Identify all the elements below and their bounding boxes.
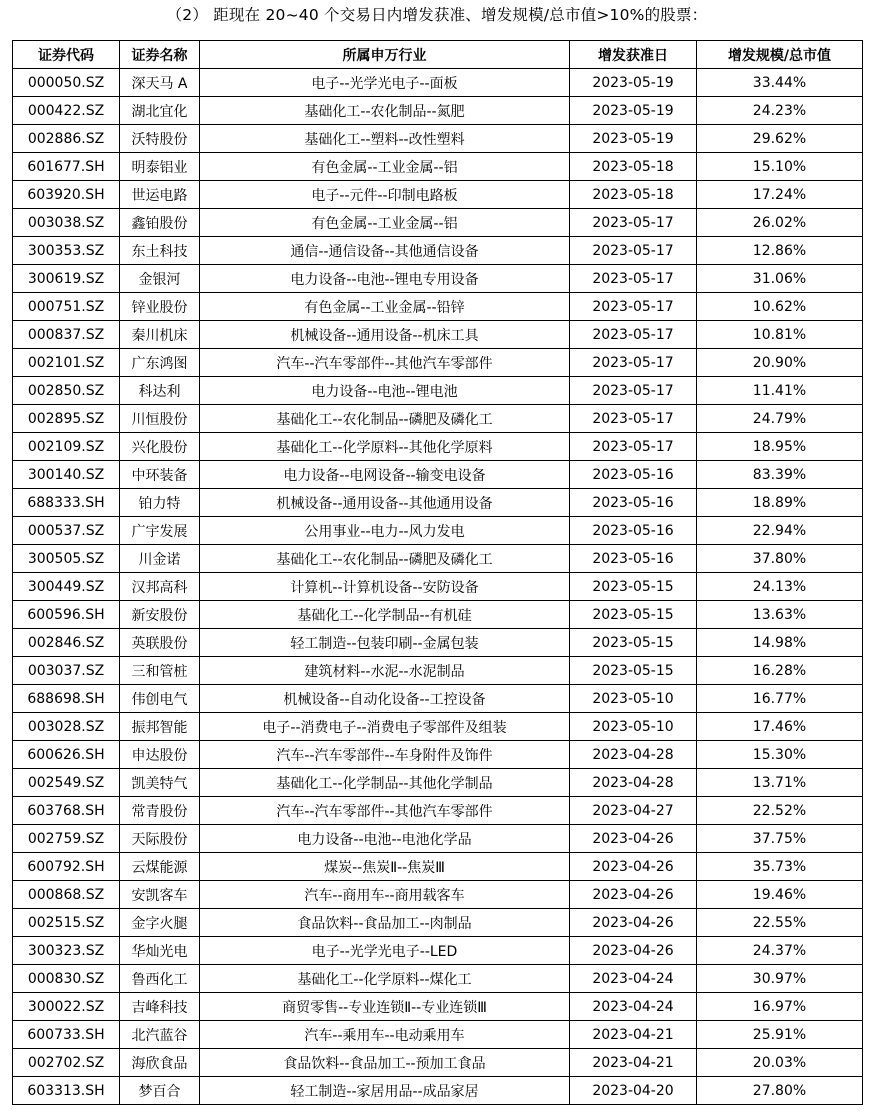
security-code-cell: 688698.SH xyxy=(13,685,120,713)
issue-ratio-cell: 31.06% xyxy=(697,265,863,293)
table-row xyxy=(13,181,863,209)
table-caption xyxy=(0,4,874,26)
industry-cell: 基础化工--农化制品--氮肥 xyxy=(200,97,570,125)
industry-cell: 电子--元件--印制电路板 xyxy=(200,181,570,209)
approval-date-cell: 2023-05-17 xyxy=(570,405,697,433)
issue-ratio-cell: 18.95% xyxy=(697,433,863,461)
industry-cell: 电子--光学光电子--面板 xyxy=(200,69,570,97)
issue-ratio-cell: 13.71% xyxy=(697,769,863,797)
security-code-cell: 600596.SH xyxy=(13,601,120,629)
header-security-code: 证券代码 xyxy=(13,41,120,69)
table-row xyxy=(13,685,863,713)
stock-table xyxy=(12,40,863,1105)
security-name-cell: 鲁西化工 xyxy=(120,965,200,993)
approval-date-cell: 2023-04-28 xyxy=(570,741,697,769)
header-industry: 所属申万行业 xyxy=(200,41,570,69)
industry-cell: 机械设备--自动化设备--工控设备 xyxy=(200,685,570,713)
approval-date-cell: 2023-05-17 xyxy=(570,433,697,461)
table-row xyxy=(13,1077,863,1105)
security-name-cell: 海欣食品 xyxy=(120,1049,200,1077)
issue-ratio-cell: 24.37% xyxy=(697,937,863,965)
security-name-cell: 深天马 A xyxy=(120,69,200,97)
security-name-cell: 英联股份 xyxy=(120,629,200,657)
approval-date-cell: 2023-05-19 xyxy=(570,125,697,153)
security-code-cell: 000868.SZ xyxy=(13,881,120,909)
security-code-cell: 600626.SH xyxy=(13,741,120,769)
issue-ratio-cell: 33.44% xyxy=(697,69,863,97)
security-name-cell: 振邦智能 xyxy=(120,713,200,741)
security-code-cell: 688333.SH xyxy=(13,489,120,517)
security-name-cell: 秦川机床 xyxy=(120,321,200,349)
security-name-cell: 兴化股份 xyxy=(120,433,200,461)
security-name-cell: 中环装备 xyxy=(120,461,200,489)
security-name-cell: 吉峰科技 xyxy=(120,993,200,1021)
table-row xyxy=(13,657,863,685)
table-row xyxy=(13,489,863,517)
issue-ratio-cell: 22.52% xyxy=(697,797,863,825)
industry-cell: 基础化工--化学原料--其他化学原料 xyxy=(200,433,570,461)
security-code-cell: 600733.SH xyxy=(13,1021,120,1049)
industry-cell: 电子--光学光电子--LED xyxy=(200,937,570,965)
security-code-cell: 603768.SH xyxy=(13,797,120,825)
issue-ratio-cell: 22.94% xyxy=(697,517,863,545)
approval-date-cell: 2023-05-15 xyxy=(570,629,697,657)
approval-date-cell: 2023-04-26 xyxy=(570,937,697,965)
security-name-cell: 天际股份 xyxy=(120,825,200,853)
approval-date-cell: 2023-05-16 xyxy=(570,545,697,573)
table-row xyxy=(13,377,863,405)
security-code-cell: 002895.SZ xyxy=(13,405,120,433)
table-row xyxy=(13,769,863,797)
issue-ratio-cell: 20.90% xyxy=(697,349,863,377)
table-row xyxy=(13,629,863,657)
issue-ratio-cell: 15.10% xyxy=(697,153,863,181)
industry-cell: 有色金属--工业金属--铝 xyxy=(200,209,570,237)
approval-date-cell: 2023-05-17 xyxy=(570,293,697,321)
approval-date-cell: 2023-05-17 xyxy=(570,237,697,265)
header-approval-date: 增发获准日 xyxy=(570,41,697,69)
issue-ratio-cell: 22.55% xyxy=(697,909,863,937)
table-row xyxy=(13,265,863,293)
approval-date-cell: 2023-05-16 xyxy=(570,489,697,517)
industry-cell: 通信--通信设备--其他通信设备 xyxy=(200,237,570,265)
industry-cell: 基础化工--化学原料--煤化工 xyxy=(200,965,570,993)
industry-cell: 汽车--汽车零部件--其他汽车零部件 xyxy=(200,349,570,377)
security-name-cell: 锌业股份 xyxy=(120,293,200,321)
security-name-cell: 凯美特气 xyxy=(120,769,200,797)
security-name-cell: 申达股份 xyxy=(120,741,200,769)
approval-date-cell: 2023-04-28 xyxy=(570,769,697,797)
caption-text: 距现在 20~40 个交易日内增发获准、增发规模/总市值>10%的股票： xyxy=(213,6,708,24)
table-row xyxy=(13,965,863,993)
issue-ratio-cell: 25.91% xyxy=(697,1021,863,1049)
security-code-cell: 300323.SZ xyxy=(13,937,120,965)
issue-ratio-cell: 14.98% xyxy=(697,629,863,657)
industry-cell: 公用事业--电力--风力发电 xyxy=(200,517,570,545)
security-code-cell: 300619.SZ xyxy=(13,265,120,293)
industry-cell: 机械设备--通用设备--机床工具 xyxy=(200,321,570,349)
security-code-cell: 002101.SZ xyxy=(13,349,120,377)
security-code-cell: 300140.SZ xyxy=(13,461,120,489)
issue-ratio-cell: 24.13% xyxy=(697,573,863,601)
security-name-cell: 川金诺 xyxy=(120,545,200,573)
security-name-cell: 北汽蓝谷 xyxy=(120,1021,200,1049)
industry-cell: 汽车--乘用车--电动乘用车 xyxy=(200,1021,570,1049)
table-row xyxy=(13,125,863,153)
industry-cell: 汽车--汽车零部件--其他汽车零部件 xyxy=(200,797,570,825)
caption-index: （2） xyxy=(166,6,209,24)
table-row xyxy=(13,153,863,181)
security-name-cell: 川恒股份 xyxy=(120,405,200,433)
approval-date-cell: 2023-04-26 xyxy=(570,853,697,881)
security-code-cell: 300449.SZ xyxy=(13,573,120,601)
security-code-cell: 300353.SZ xyxy=(13,237,120,265)
security-code-cell: 003037.SZ xyxy=(13,657,120,685)
table-row xyxy=(13,349,863,377)
table-row xyxy=(13,573,863,601)
table-row xyxy=(13,1021,863,1049)
security-name-cell: 铂力特 xyxy=(120,489,200,517)
security-code-cell: 600792.SH xyxy=(13,853,120,881)
approval-date-cell: 2023-05-15 xyxy=(570,601,697,629)
security-name-cell: 沃特股份 xyxy=(120,125,200,153)
table-header-row xyxy=(13,41,863,69)
security-name-cell: 新安股份 xyxy=(120,601,200,629)
table-row xyxy=(13,993,863,1021)
table-row xyxy=(13,461,863,489)
issue-ratio-cell: 26.02% xyxy=(697,209,863,237)
security-code-cell: 300505.SZ xyxy=(13,545,120,573)
industry-cell: 食品饮料--食品加工--肉制品 xyxy=(200,909,570,937)
industry-cell: 电力设备--电池--锂电池 xyxy=(200,377,570,405)
issue-ratio-cell: 24.79% xyxy=(697,405,863,433)
approval-date-cell: 2023-05-18 xyxy=(570,153,697,181)
issue-ratio-cell: 37.80% xyxy=(697,545,863,573)
industry-cell: 电力设备--电网设备--输变电设备 xyxy=(200,461,570,489)
industry-cell: 汽车--商用车--商用载客车 xyxy=(200,881,570,909)
security-name-cell: 明泰铝业 xyxy=(120,153,200,181)
header-security-name: 证券名称 xyxy=(120,41,200,69)
table-row xyxy=(13,69,863,97)
issue-ratio-cell: 27.80% xyxy=(697,1077,863,1105)
security-code-cell: 002109.SZ xyxy=(13,433,120,461)
table-row xyxy=(13,517,863,545)
security-name-cell: 云煤能源 xyxy=(120,853,200,881)
security-code-cell: 003038.SZ xyxy=(13,209,120,237)
security-code-cell: 000837.SZ xyxy=(13,321,120,349)
industry-cell: 电力设备--电池--电池化学品 xyxy=(200,825,570,853)
industry-cell: 建筑材料--水泥--水泥制品 xyxy=(200,657,570,685)
industry-cell: 基础化工--农化制品--磷肥及磷化工 xyxy=(200,545,570,573)
industry-cell: 食品饮料--食品加工--预加工食品 xyxy=(200,1049,570,1077)
approval-date-cell: 2023-04-26 xyxy=(570,909,697,937)
industry-cell: 基础化工--化学制品--其他化学制品 xyxy=(200,769,570,797)
approval-date-cell: 2023-05-19 xyxy=(570,97,697,125)
security-name-cell: 东土科技 xyxy=(120,237,200,265)
table-row xyxy=(13,1049,863,1077)
approval-date-cell: 2023-05-15 xyxy=(570,657,697,685)
security-name-cell: 广东鸿图 xyxy=(120,349,200,377)
approval-date-cell: 2023-05-10 xyxy=(570,713,697,741)
issue-ratio-cell: 29.62% xyxy=(697,125,863,153)
security-code-cell: 601677.SH xyxy=(13,153,120,181)
table-row xyxy=(13,825,863,853)
security-code-cell: 300022.SZ xyxy=(13,993,120,1021)
table-row xyxy=(13,209,863,237)
security-name-cell: 世运电路 xyxy=(120,181,200,209)
table-row xyxy=(13,97,863,125)
issue-ratio-cell: 19.46% xyxy=(697,881,863,909)
industry-cell: 轻工制造--家居用品--成品家居 xyxy=(200,1077,570,1105)
table-row xyxy=(13,405,863,433)
header-issue-ratio: 增发规模/总市值 xyxy=(697,41,863,69)
approval-date-cell: 2023-04-21 xyxy=(570,1021,697,1049)
security-code-cell: 000537.SZ xyxy=(13,517,120,545)
security-code-cell: 002515.SZ xyxy=(13,909,120,937)
issue-ratio-cell: 10.81% xyxy=(697,321,863,349)
industry-cell: 有色金属--工业金属--铝 xyxy=(200,153,570,181)
issue-ratio-cell: 20.03% xyxy=(697,1049,863,1077)
industry-cell: 汽车--汽车零部件--车身附件及饰件 xyxy=(200,741,570,769)
security-code-cell: 002846.SZ xyxy=(13,629,120,657)
table-row xyxy=(13,545,863,573)
security-name-cell: 金字火腿 xyxy=(120,909,200,937)
issue-ratio-cell: 30.97% xyxy=(697,965,863,993)
issue-ratio-cell: 15.30% xyxy=(697,741,863,769)
table-row xyxy=(13,909,863,937)
issue-ratio-cell: 83.39% xyxy=(697,461,863,489)
industry-cell: 计算机--计算机设备--安防设备 xyxy=(200,573,570,601)
security-name-cell: 广宇发展 xyxy=(120,517,200,545)
issue-ratio-cell: 35.73% xyxy=(697,853,863,881)
approval-date-cell: 2023-05-17 xyxy=(570,349,697,377)
security-code-cell: 000050.SZ xyxy=(13,69,120,97)
security-name-cell: 常青股份 xyxy=(120,797,200,825)
security-code-cell: 003028.SZ xyxy=(13,713,120,741)
security-name-cell: 汉邦高科 xyxy=(120,573,200,601)
approval-date-cell: 2023-05-15 xyxy=(570,573,697,601)
security-name-cell: 科达利 xyxy=(120,377,200,405)
approval-date-cell: 2023-05-16 xyxy=(570,517,697,545)
industry-cell: 基础化工--农化制品--磷肥及磷化工 xyxy=(200,405,570,433)
approval-date-cell: 2023-05-17 xyxy=(570,265,697,293)
approval-date-cell: 2023-04-24 xyxy=(570,993,697,1021)
table-row xyxy=(13,433,863,461)
issue-ratio-cell: 10.62% xyxy=(697,293,863,321)
approval-date-cell: 2023-04-27 xyxy=(570,797,697,825)
industry-cell: 煤炭--焦炭Ⅱ--焦炭Ⅲ xyxy=(200,853,570,881)
table-row xyxy=(13,321,863,349)
issue-ratio-cell: 18.89% xyxy=(697,489,863,517)
table-row xyxy=(13,601,863,629)
security-code-cell: 002759.SZ xyxy=(13,825,120,853)
issue-ratio-cell: 13.63% xyxy=(697,601,863,629)
industry-cell: 有色金属--工业金属--铅锌 xyxy=(200,293,570,321)
security-code-cell: 002549.SZ xyxy=(13,769,120,797)
security-name-cell: 三和管桩 xyxy=(120,657,200,685)
approval-date-cell: 2023-05-17 xyxy=(570,209,697,237)
issue-ratio-cell: 24.23% xyxy=(697,97,863,125)
security-name-cell: 安凯客车 xyxy=(120,881,200,909)
industry-cell: 电子--消费电子--消费电子零部件及组装 xyxy=(200,713,570,741)
approval-date-cell: 2023-05-17 xyxy=(570,377,697,405)
industry-cell: 基础化工--塑料--改性塑料 xyxy=(200,125,570,153)
issue-ratio-cell: 16.28% xyxy=(697,657,863,685)
approval-date-cell: 2023-05-19 xyxy=(570,69,697,97)
security-code-cell: 000830.SZ xyxy=(13,965,120,993)
industry-cell: 轻工制造--包装印刷--金属包装 xyxy=(200,629,570,657)
issue-ratio-cell: 16.77% xyxy=(697,685,863,713)
table-row xyxy=(13,853,863,881)
approval-date-cell: 2023-05-17 xyxy=(570,321,697,349)
table-row xyxy=(13,741,863,769)
approval-date-cell: 2023-05-18 xyxy=(570,181,697,209)
security-code-cell: 603920.SH xyxy=(13,181,120,209)
security-code-cell: 603313.SH xyxy=(13,1077,120,1105)
issue-ratio-cell: 12.86% xyxy=(697,237,863,265)
security-code-cell: 000751.SZ xyxy=(13,293,120,321)
issue-ratio-cell: 16.97% xyxy=(697,993,863,1021)
approval-date-cell: 2023-04-20 xyxy=(570,1077,697,1105)
security-name-cell: 鑫铂股份 xyxy=(120,209,200,237)
approval-date-cell: 2023-04-26 xyxy=(570,881,697,909)
security-code-cell: 002702.SZ xyxy=(13,1049,120,1077)
approval-date-cell: 2023-05-10 xyxy=(570,685,697,713)
issue-ratio-cell: 11.41% xyxy=(697,377,863,405)
issue-ratio-cell: 17.46% xyxy=(697,713,863,741)
security-name-cell: 金银河 xyxy=(120,265,200,293)
approval-date-cell: 2023-04-24 xyxy=(570,965,697,993)
issue-ratio-cell: 17.24% xyxy=(697,181,863,209)
industry-cell: 电力设备--电池--锂电专用设备 xyxy=(200,265,570,293)
security-name-cell: 华灿光电 xyxy=(120,937,200,965)
approval-date-cell: 2023-04-26 xyxy=(570,825,697,853)
table-body xyxy=(13,69,863,1105)
approval-date-cell: 2023-04-21 xyxy=(570,1049,697,1077)
industry-cell: 机械设备--通用设备--其他通用设备 xyxy=(200,489,570,517)
security-name-cell: 伟创电气 xyxy=(120,685,200,713)
table-row xyxy=(13,293,863,321)
approval-date-cell: 2023-05-16 xyxy=(570,461,697,489)
table-row xyxy=(13,881,863,909)
table-row xyxy=(13,937,863,965)
table-row xyxy=(13,237,863,265)
industry-cell: 基础化工--化学制品--有机硅 xyxy=(200,601,570,629)
table-row xyxy=(13,797,863,825)
security-code-cell: 002850.SZ xyxy=(13,377,120,405)
security-name-cell: 梦百合 xyxy=(120,1077,200,1105)
table-row xyxy=(13,713,863,741)
issue-ratio-cell: 37.75% xyxy=(697,825,863,853)
security-code-cell: 002886.SZ xyxy=(13,125,120,153)
security-code-cell: 000422.SZ xyxy=(13,97,120,125)
security-name-cell: 湖北宜化 xyxy=(120,97,200,125)
industry-cell: 商贸零售--专业连锁Ⅱ--专业连锁Ⅲ xyxy=(200,993,570,1021)
